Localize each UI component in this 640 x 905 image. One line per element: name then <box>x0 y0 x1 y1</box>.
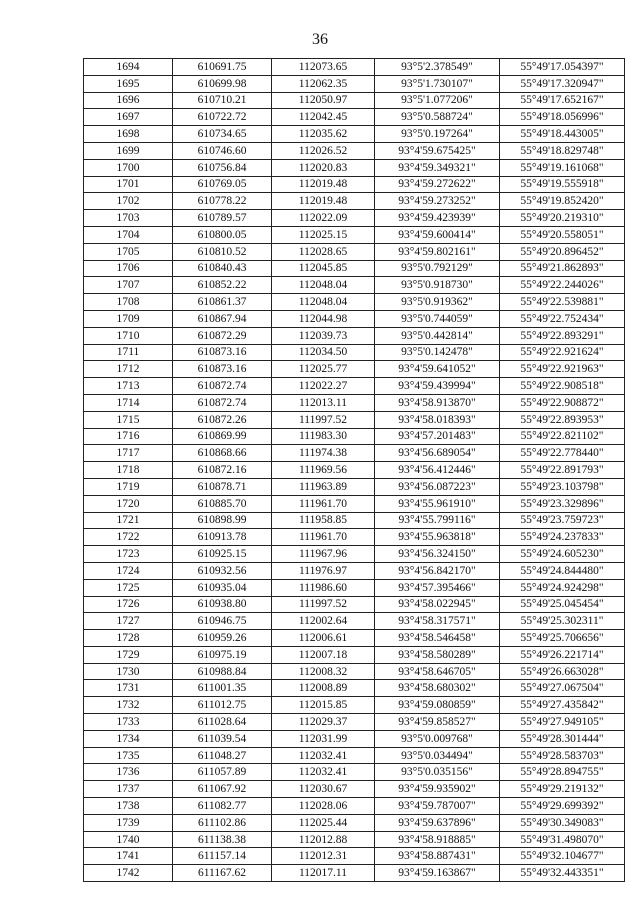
table-row <box>84 243 625 260</box>
y-coordinate-cell: 111974.38 <box>272 445 375 462</box>
longitude-cell: 93°4'55.961910" <box>375 495 500 512</box>
table-row <box>84 462 625 479</box>
x-coordinate-cell: 611057.89 <box>173 764 272 781</box>
table-row <box>84 378 625 395</box>
x-coordinate-cell: 610988.84 <box>173 663 272 680</box>
latitude-cell: 55°49'30.349083" <box>500 814 625 831</box>
longitude-cell: 93°5'0.142478" <box>375 344 500 361</box>
point-number-cell: 1717 <box>84 445 173 462</box>
table-row <box>84 529 625 546</box>
latitude-cell: 55°49'21.862893" <box>500 260 625 277</box>
y-coordinate-cell: 111983.30 <box>272 428 375 445</box>
point-number-cell: 1731 <box>84 680 173 697</box>
x-coordinate-cell: 610869.99 <box>173 428 272 445</box>
table-row <box>84 394 625 411</box>
x-coordinate-cell: 611102.86 <box>173 814 272 831</box>
y-coordinate-cell: 112012.88 <box>272 831 375 848</box>
table-row <box>84 142 625 159</box>
x-coordinate-cell: 610946.75 <box>173 613 272 630</box>
longitude-cell: 93°4'58.018393" <box>375 411 500 428</box>
longitude-cell: 93°5'0.744059" <box>375 310 500 327</box>
y-coordinate-cell: 111958.85 <box>272 512 375 529</box>
table-row <box>84 646 625 663</box>
y-coordinate-cell: 112025.15 <box>272 226 375 243</box>
x-coordinate-cell: 610746.60 <box>173 142 272 159</box>
table-row <box>84 831 625 848</box>
longitude-cell: 93°5'0.792129" <box>375 260 500 277</box>
table-row <box>84 848 625 865</box>
longitude-cell: 93°5'0.919362" <box>375 294 500 311</box>
y-coordinate-cell: 112008.32 <box>272 663 375 680</box>
point-number-cell: 1733 <box>84 714 173 731</box>
x-coordinate-cell: 610878.71 <box>173 478 272 495</box>
page-number: 36 <box>312 31 328 48</box>
latitude-cell: 55°49'23.103798" <box>500 478 625 495</box>
y-coordinate-cell: 112020.83 <box>272 159 375 176</box>
y-coordinate-cell: 112025.44 <box>272 814 375 831</box>
latitude-cell: 55°49'20.896452" <box>500 243 625 260</box>
longitude-cell: 93°4'56.412446" <box>375 462 500 479</box>
x-coordinate-cell: 610769.05 <box>173 176 272 193</box>
point-number-cell: 1729 <box>84 646 173 663</box>
latitude-cell: 55°49'27.435842" <box>500 697 625 714</box>
longitude-cell: 93°5'0.197264" <box>375 126 500 143</box>
point-number-cell: 1726 <box>84 596 173 613</box>
point-number-cell: 1702 <box>84 193 173 210</box>
longitude-cell: 93°5'0.588724" <box>375 109 500 126</box>
x-coordinate-cell: 611028.64 <box>173 714 272 731</box>
table-row <box>84 210 625 227</box>
latitude-cell: 55°49'22.893953" <box>500 411 625 428</box>
x-coordinate-cell: 611012.75 <box>173 697 272 714</box>
latitude-cell: 55°49'28.583703" <box>500 747 625 764</box>
table-row <box>84 495 625 512</box>
y-coordinate-cell: 111976.97 <box>272 562 375 579</box>
x-coordinate-cell: 610734.65 <box>173 126 272 143</box>
x-coordinate-cell: 610756.84 <box>173 159 272 176</box>
latitude-cell: 55°49'18.443005" <box>500 126 625 143</box>
y-coordinate-cell: 112031.99 <box>272 730 375 747</box>
latitude-cell: 55°49'23.759723" <box>500 512 625 529</box>
point-number-cell: 1742 <box>84 865 173 882</box>
point-number-cell: 1721 <box>84 512 173 529</box>
table-row <box>84 126 625 143</box>
table-row <box>84 75 625 92</box>
table-row <box>84 277 625 294</box>
y-coordinate-cell: 112013.11 <box>272 394 375 411</box>
y-coordinate-cell: 112019.48 <box>272 176 375 193</box>
latitude-cell: 55°49'17.054397" <box>500 59 625 76</box>
table-row <box>84 109 625 126</box>
longitude-cell: 93°4'58.022945" <box>375 596 500 613</box>
point-number-cell: 1724 <box>84 562 173 579</box>
point-number-cell: 1699 <box>84 142 173 159</box>
table-row <box>84 59 625 76</box>
x-coordinate-cell: 610975.19 <box>173 646 272 663</box>
latitude-cell: 55°49'20.219310" <box>500 210 625 227</box>
table-row <box>84 747 625 764</box>
x-coordinate-cell: 610800.05 <box>173 226 272 243</box>
point-number-cell: 1735 <box>84 747 173 764</box>
table-row <box>84 730 625 747</box>
point-number-cell: 1740 <box>84 831 173 848</box>
table-row <box>84 798 625 815</box>
longitude-cell: 93°4'58.680302" <box>375 680 500 697</box>
x-coordinate-cell: 610699.98 <box>173 75 272 92</box>
point-number-cell: 1728 <box>84 630 173 647</box>
longitude-cell: 93°4'59.802161" <box>375 243 500 260</box>
y-coordinate-cell: 112012.31 <box>272 848 375 865</box>
longitude-cell: 93°4'58.913870" <box>375 394 500 411</box>
longitude-cell: 93°4'55.799116" <box>375 512 500 529</box>
y-coordinate-cell: 111961.70 <box>272 529 375 546</box>
point-number-cell: 1707 <box>84 277 173 294</box>
latitude-cell: 55°49'27.949105" <box>500 714 625 731</box>
point-number-cell: 1719 <box>84 478 173 495</box>
longitude-cell: 93°4'59.080859" <box>375 697 500 714</box>
point-number-cell: 1718 <box>84 462 173 479</box>
latitude-cell: 55°49'25.302311" <box>500 613 625 630</box>
y-coordinate-cell: 111997.52 <box>272 411 375 428</box>
latitude-cell: 55°49'27.067504" <box>500 680 625 697</box>
longitude-cell: 93°4'55.963818" <box>375 529 500 546</box>
point-number-cell: 1711 <box>84 344 173 361</box>
latitude-cell: 55°49'18.829748" <box>500 142 625 159</box>
x-coordinate-cell: 611001.35 <box>173 680 272 697</box>
latitude-cell: 55°49'22.921963" <box>500 361 625 378</box>
x-coordinate-cell: 611067.92 <box>173 781 272 798</box>
point-number-cell: 1727 <box>84 613 173 630</box>
y-coordinate-cell: 112015.85 <box>272 697 375 714</box>
x-coordinate-cell: 610872.74 <box>173 378 272 395</box>
latitude-cell: 55°49'25.706656" <box>500 630 625 647</box>
longitude-cell: 93°4'59.935902" <box>375 781 500 798</box>
point-number-cell: 1706 <box>84 260 173 277</box>
y-coordinate-cell: 112002.64 <box>272 613 375 630</box>
y-coordinate-cell: 112017.11 <box>272 865 375 882</box>
y-coordinate-cell: 112026.52 <box>272 142 375 159</box>
point-number-cell: 1716 <box>84 428 173 445</box>
latitude-cell: 55°49'22.893291" <box>500 327 625 344</box>
y-coordinate-cell: 112048.04 <box>272 294 375 311</box>
point-number-cell: 1710 <box>84 327 173 344</box>
latitude-cell: 55°49'24.237833" <box>500 529 625 546</box>
x-coordinate-cell: 611138.38 <box>173 831 272 848</box>
longitude-cell: 93°4'56.689054" <box>375 445 500 462</box>
latitude-cell: 55°49'24.924298" <box>500 579 625 596</box>
longitude-cell: 93°5'1.730107" <box>375 75 500 92</box>
table-row <box>84 680 625 697</box>
table-row <box>84 814 625 831</box>
table-row <box>84 781 625 798</box>
longitude-cell: 93°5'0.442814" <box>375 327 500 344</box>
table-row <box>84 512 625 529</box>
longitude-cell: 93°4'59.273252" <box>375 193 500 210</box>
point-number-cell: 1725 <box>84 579 173 596</box>
latitude-cell: 55°49'17.320947" <box>500 75 625 92</box>
point-number-cell: 1709 <box>84 310 173 327</box>
point-number-cell: 1722 <box>84 529 173 546</box>
coordinates-table-body <box>84 59 625 882</box>
table-row <box>84 478 625 495</box>
point-number-cell: 1738 <box>84 798 173 815</box>
longitude-cell: 93°4'59.349321" <box>375 159 500 176</box>
point-number-cell: 1708 <box>84 294 173 311</box>
latitude-cell: 55°49'22.778440" <box>500 445 625 462</box>
latitude-cell: 55°49'22.244026" <box>500 277 625 294</box>
latitude-cell: 55°49'18.056996" <box>500 109 625 126</box>
table-row <box>84 226 625 243</box>
table-row <box>84 445 625 462</box>
x-coordinate-cell: 610872.16 <box>173 462 272 479</box>
table-row <box>84 428 625 445</box>
y-coordinate-cell: 111967.96 <box>272 546 375 563</box>
x-coordinate-cell: 610722.72 <box>173 109 272 126</box>
y-coordinate-cell: 112029.37 <box>272 714 375 731</box>
table-row <box>84 327 625 344</box>
x-coordinate-cell: 610710.21 <box>173 92 272 109</box>
x-coordinate-cell: 610867.94 <box>173 310 272 327</box>
x-coordinate-cell: 610810.52 <box>173 243 272 260</box>
table-row <box>84 159 625 176</box>
point-number-cell: 1705 <box>84 243 173 260</box>
point-number-cell: 1704 <box>84 226 173 243</box>
coordinates-table <box>83 58 625 882</box>
point-number-cell: 1696 <box>84 92 173 109</box>
point-number-cell: 1714 <box>84 394 173 411</box>
x-coordinate-cell: 610840.43 <box>173 260 272 277</box>
x-coordinate-cell: 610872.26 <box>173 411 272 428</box>
y-coordinate-cell: 112073.65 <box>272 59 375 76</box>
latitude-cell: 55°49'22.891793" <box>500 462 625 479</box>
point-number-cell: 1715 <box>84 411 173 428</box>
longitude-cell: 93°5'0.009768" <box>375 730 500 747</box>
y-coordinate-cell: 112008.89 <box>272 680 375 697</box>
x-coordinate-cell: 610873.16 <box>173 361 272 378</box>
table-row <box>84 764 625 781</box>
x-coordinate-cell: 610691.75 <box>173 59 272 76</box>
x-coordinate-cell: 610959.26 <box>173 630 272 647</box>
longitude-cell: 93°4'59.858527" <box>375 714 500 731</box>
y-coordinate-cell: 112030.67 <box>272 781 375 798</box>
latitude-cell: 55°49'22.921624" <box>500 344 625 361</box>
y-coordinate-cell: 112062.35 <box>272 75 375 92</box>
latitude-cell: 55°49'17.652167" <box>500 92 625 109</box>
point-number-cell: 1730 <box>84 663 173 680</box>
latitude-cell: 55°49'32.104677" <box>500 848 625 865</box>
longitude-cell: 93°4'56.324150" <box>375 546 500 563</box>
x-coordinate-cell: 611082.77 <box>173 798 272 815</box>
table-row <box>84 663 625 680</box>
longitude-cell: 93°4'58.317571" <box>375 613 500 630</box>
x-coordinate-cell: 611039.54 <box>173 730 272 747</box>
y-coordinate-cell: 111961.70 <box>272 495 375 512</box>
longitude-cell: 93°4'58.887431" <box>375 848 500 865</box>
y-coordinate-cell: 112034.50 <box>272 344 375 361</box>
point-number-cell: 1701 <box>84 176 173 193</box>
x-coordinate-cell: 611167.62 <box>173 865 272 882</box>
point-number-cell: 1700 <box>84 159 173 176</box>
longitude-cell: 93°4'59.787007" <box>375 798 500 815</box>
point-number-cell: 1732 <box>84 697 173 714</box>
x-coordinate-cell: 610913.78 <box>173 529 272 546</box>
x-coordinate-cell: 610861.37 <box>173 294 272 311</box>
y-coordinate-cell: 112028.06 <box>272 798 375 815</box>
point-number-cell: 1737 <box>84 781 173 798</box>
table-row <box>84 411 625 428</box>
x-coordinate-cell: 610872.74 <box>173 394 272 411</box>
x-coordinate-cell: 610789.57 <box>173 210 272 227</box>
longitude-cell: 93°4'56.087223" <box>375 478 500 495</box>
longitude-cell: 93°4'58.546458" <box>375 630 500 647</box>
latitude-cell: 55°49'19.852420" <box>500 193 625 210</box>
point-number-cell: 1741 <box>84 848 173 865</box>
table-row <box>84 546 625 563</box>
table-row <box>84 361 625 378</box>
table-row <box>84 630 625 647</box>
longitude-cell: 93°4'59.637896" <box>375 814 500 831</box>
latitude-cell: 55°49'32.443351" <box>500 865 625 882</box>
x-coordinate-cell: 610885.70 <box>173 495 272 512</box>
y-coordinate-cell: 112022.09 <box>272 210 375 227</box>
y-coordinate-cell: 112028.65 <box>272 243 375 260</box>
latitude-cell: 55°49'28.301444" <box>500 730 625 747</box>
latitude-cell: 55°49'25.045454" <box>500 596 625 613</box>
latitude-cell: 55°49'29.699392" <box>500 798 625 815</box>
point-number-cell: 1736 <box>84 764 173 781</box>
longitude-cell: 93°5'2.378549" <box>375 59 500 76</box>
longitude-cell: 93°5'0.034494" <box>375 747 500 764</box>
x-coordinate-cell: 611048.27 <box>173 747 272 764</box>
table-row <box>84 562 625 579</box>
latitude-cell: 55°49'26.221714" <box>500 646 625 663</box>
latitude-cell: 55°49'22.821102" <box>500 428 625 445</box>
latitude-cell: 55°49'28.894755" <box>500 764 625 781</box>
y-coordinate-cell: 112048.04 <box>272 277 375 294</box>
table-row <box>84 344 625 361</box>
x-coordinate-cell: 610872.29 <box>173 327 272 344</box>
longitude-cell: 93°4'59.163867" <box>375 865 500 882</box>
y-coordinate-cell: 112032.41 <box>272 764 375 781</box>
y-coordinate-cell: 112042.45 <box>272 109 375 126</box>
latitude-cell: 55°49'22.539881" <box>500 294 625 311</box>
y-coordinate-cell: 111969.56 <box>272 462 375 479</box>
latitude-cell: 55°49'24.844480" <box>500 562 625 579</box>
point-number-cell: 1723 <box>84 546 173 563</box>
longitude-cell: 93°4'57.201483" <box>375 428 500 445</box>
table-row <box>84 596 625 613</box>
latitude-cell: 55°49'26.663028" <box>500 663 625 680</box>
table-row <box>84 697 625 714</box>
point-number-cell: 1720 <box>84 495 173 512</box>
longitude-cell: 93°4'59.272622" <box>375 176 500 193</box>
latitude-cell: 55°49'23.329896" <box>500 495 625 512</box>
longitude-cell: 93°4'58.580289" <box>375 646 500 663</box>
table-row <box>84 176 625 193</box>
table-row <box>84 865 625 882</box>
table-row <box>84 92 625 109</box>
point-number-cell: 1713 <box>84 378 173 395</box>
table-row <box>84 310 625 327</box>
y-coordinate-cell: 112044.98 <box>272 310 375 327</box>
x-coordinate-cell: 610852.22 <box>173 277 272 294</box>
table-row <box>84 193 625 210</box>
x-coordinate-cell: 610868.66 <box>173 445 272 462</box>
x-coordinate-cell: 610925.15 <box>173 546 272 563</box>
x-coordinate-cell: 610873.16 <box>173 344 272 361</box>
longitude-cell: 93°5'0.035156" <box>375 764 500 781</box>
point-number-cell: 1712 <box>84 361 173 378</box>
y-coordinate-cell: 111986.60 <box>272 579 375 596</box>
longitude-cell: 93°5'1.077206" <box>375 92 500 109</box>
x-coordinate-cell: 610935.04 <box>173 579 272 596</box>
y-coordinate-cell: 112007.18 <box>272 646 375 663</box>
y-coordinate-cell: 111963.89 <box>272 478 375 495</box>
table-row <box>84 579 625 596</box>
point-number-cell: 1734 <box>84 730 173 747</box>
y-coordinate-cell: 112019.48 <box>272 193 375 210</box>
y-coordinate-cell: 112025.77 <box>272 361 375 378</box>
y-coordinate-cell: 112006.61 <box>272 630 375 647</box>
longitude-cell: 93°4'59.439994" <box>375 378 500 395</box>
point-number-cell: 1694 <box>84 59 173 76</box>
table-row <box>84 260 625 277</box>
longitude-cell: 93°4'59.641052" <box>375 361 500 378</box>
x-coordinate-cell: 610932.56 <box>173 562 272 579</box>
longitude-cell: 93°4'58.918885" <box>375 831 500 848</box>
y-coordinate-cell: 112039.73 <box>272 327 375 344</box>
longitude-cell: 93°4'59.423939" <box>375 210 500 227</box>
y-coordinate-cell: 112032.41 <box>272 747 375 764</box>
y-coordinate-cell: 112045.85 <box>272 260 375 277</box>
table-row <box>84 294 625 311</box>
longitude-cell: 93°4'58.646705" <box>375 663 500 680</box>
latitude-cell: 55°49'20.558051" <box>500 226 625 243</box>
longitude-cell: 93°5'0.918730" <box>375 277 500 294</box>
point-number-cell: 1695 <box>84 75 173 92</box>
point-number-cell: 1703 <box>84 210 173 227</box>
latitude-cell: 55°49'24.605230" <box>500 546 625 563</box>
latitude-cell: 55°49'22.752434" <box>500 310 625 327</box>
longitude-cell: 93°4'57.395466" <box>375 579 500 596</box>
latitude-cell: 55°49'22.908518" <box>500 378 625 395</box>
latitude-cell: 55°49'19.161068" <box>500 159 625 176</box>
y-coordinate-cell: 112050.97 <box>272 92 375 109</box>
point-number-cell: 1698 <box>84 126 173 143</box>
table-row <box>84 714 625 731</box>
x-coordinate-cell: 610898.99 <box>173 512 272 529</box>
latitude-cell: 55°49'31.498070" <box>500 831 625 848</box>
y-coordinate-cell: 112022.27 <box>272 378 375 395</box>
longitude-cell: 93°4'56.842170" <box>375 562 500 579</box>
longitude-cell: 93°4'59.675425" <box>375 142 500 159</box>
latitude-cell: 55°49'19.555918" <box>500 176 625 193</box>
latitude-cell: 55°49'29.219132" <box>500 781 625 798</box>
latitude-cell: 55°49'22.908872" <box>500 394 625 411</box>
x-coordinate-cell: 610938.80 <box>173 596 272 613</box>
table-row <box>84 613 625 630</box>
longitude-cell: 93°4'59.600414" <box>375 226 500 243</box>
point-number-cell: 1697 <box>84 109 173 126</box>
x-coordinate-cell: 611157.14 <box>173 848 272 865</box>
y-coordinate-cell: 112035.62 <box>272 126 375 143</box>
point-number-cell: 1739 <box>84 814 173 831</box>
x-coordinate-cell: 610778.22 <box>173 193 272 210</box>
y-coordinate-cell: 111997.52 <box>272 596 375 613</box>
